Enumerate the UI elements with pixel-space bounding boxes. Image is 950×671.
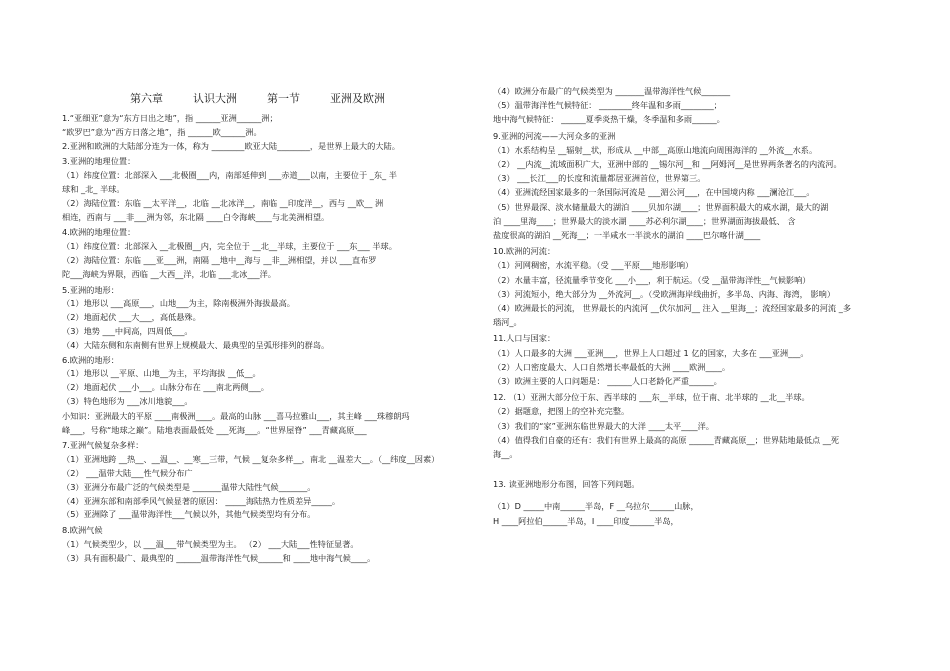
worksheet-line: “欧罗巴”意为“西方日落之地”，指 ______欧______洲。: [62, 126, 262, 137]
worksheet-line: （5）世界最深、淡水储量最大的湖泊 ____贝加尔湖____；世界面积最大的咸水湖，最大的湖: [493, 201, 829, 212]
worksheet-line: （2）海陆位置：东临 ___亚___洲，南隔 __地中__海与 __非__洲相望，并以 ___直布罗: [62, 255, 377, 265]
worksheet-line: （4）欧洲最长的河流， 世界最长的内流河 __伏尔加河__ 注入 __里海__；流经国家最多的河流 _多: [493, 303, 852, 313]
page-title: 第六章 认识大洲 第一节 亚洲及欧洲: [130, 92, 385, 105]
worksheet-line: （2） ___温带大陆___性气候分布广: [62, 468, 193, 478]
worksheet-line: 3.亚洲的地理位置：: [62, 156, 136, 167]
worksheet-line: （3） ___长江___的长度和流量都居亚洲首位，世界第三。: [493, 173, 706, 184]
worksheet-line: （3）地势 ___中间高，四周低___。: [62, 326, 193, 336]
worksheet-line: （1）纬度位置：北部深入 __北极圈__内，完全位于 __北__半球，主要位于 ___东___ 半球。: [62, 241, 397, 252]
worksheet-line: （1）河网稠密，水流平稳。（受 ___平原___地形影响）: [493, 260, 694, 271]
worksheet-line: （4）值得我们自豪的还有：我们有世界上最高的高原 ______青藏高原__；世界陆地最低点 __死: [493, 434, 840, 445]
worksheet-line: 8.欧洲气候: [62, 525, 103, 536]
worksheet-line: （1）纬度位置：北部深入 ___北极圈___内，南部延伸到 ___赤道___以南，主要位于 _东_ 半: [62, 170, 397, 181]
worksheet-line: （1）亚洲地跨 __热__、__温__、__寒__三带，气候 __复杂多样__，南北 __温差大__。（__纬度__因素）: [62, 454, 440, 465]
worksheet-line: 6.欧洲的地形：: [62, 354, 119, 365]
worksheet-line: （2）据题意，把图上的空补充完整。: [493, 406, 630, 417]
worksheet-line: 小知识：亚洲最大的平原 ____南极洲____。最高的山脉 ___喜马拉雅山___，其主峰 ___珠穆朗玛: [62, 410, 410, 421]
worksheet-line: （1）D _____中南______半岛，F __乌拉尔______山脉，: [493, 501, 699, 512]
worksheet-line: 陀___海峡为界限，西临 __大西__洋，北临 ___北冰___洋。: [62, 268, 276, 279]
worksheet-line: （4）亚洲流经国家最多的一条国际河流是 ___湄公河___，在中国境内称 ___澜沧江___。: [493, 187, 815, 198]
worksheet-line: （3）特色地形为 ___冰川地貌___。: [62, 396, 193, 406]
worksheet-line: （2）地面起伏 ___小___。山脉分布在 ___南北两侧___。: [62, 382, 269, 393]
worksheet-line: （1）人口最多的大洲 ___亚洲___，世界上人口超过 1 亿的国家，大多在 ___亚洲___。: [493, 347, 809, 358]
worksheet-line: 13. 读亚洲地形分布图，回答下列问题。: [493, 479, 640, 490]
worksheet-line: （1）地形以 ___高原___，山地___为主，除南极洲外海拔最高。: [62, 298, 295, 309]
worksheet-line: （2）人口密度最大、人口自然增长率最低的大洲 ____欧洲____。: [493, 361, 731, 372]
worksheet-line: 1.“亚细亚”意为“东方日出之地”，指 ______亚洲______洲；: [62, 113, 278, 123]
worksheet-line: （3）我们的“家”亚洲东临世界最大的大洋 ____太平____洋。: [493, 420, 714, 431]
worksheet-line: 10.欧洲的河流：: [493, 246, 556, 257]
worksheet-line: 7.亚洲气候复杂多样：: [62, 440, 144, 451]
worksheet-line: （1）地形以 __平原、山地__为主，平均海拔 __低__。: [62, 368, 261, 379]
worksheet-line: （3）亚洲分布最广泛的气候类型是 _______温带大陆性气候_______。: [62, 481, 316, 492]
worksheet-line: 球和 _北_ 半球。: [62, 184, 125, 194]
worksheet-line: 瑙河_。: [493, 317, 522, 328]
worksheet-line: 盐度很高的湖泊 __死海__；一半咸水一半淡水的湖泊 ____巴尔喀什湖____: [493, 230, 761, 240]
worksheet-line: 海__。: [493, 449, 518, 459]
worksheet-line: （5）亚洲除了 ___温带海洋性___气候以外，其他气候类型均有分布。: [62, 509, 316, 520]
worksheet-line: 泊 ____里海____；世界最大的淡水湖 ____苏必利尔湖____；世界湖面海拔最低、 含: [493, 215, 796, 226]
worksheet-line: 9.亚洲的河流——大河众多的亚洲: [493, 130, 616, 141]
worksheet-line: （4）亚洲东部和南部季风气候显著的原因： _____海陆热力性质差异_____。: [62, 495, 341, 506]
worksheet-line: （1）水系结构呈 __辐射__状，形成从 __中部__高原山地流向周围海洋的 __外流__水系。: [493, 144, 818, 155]
worksheet-line: （2）水量丰富，径流量季节变化 ___小___，利于航运。（受 __温带海洋性__气候影响）: [493, 274, 811, 285]
worksheet-line: （1）气候类型少，以 ___温___带气候类型为主。 （2） ___大陆___性特征显著。: [62, 539, 359, 549]
worksheet-line: 峰___，号称“地球之巅”。陆地表面最低处 ___死海___。“世界屋脊” ___青藏高原___: [62, 424, 367, 435]
worksheet-line: 12. （1）亚洲大部分位于东、西半球的 ___东__半球，位于南、北半球的 __北__半球。: [493, 392, 810, 403]
worksheet-line: 5.亚洲的地形：: [62, 284, 119, 295]
worksheet-line: 相连，西南与 ___非___洲为邻，东北隔 ____白令海峡____与北美洲相望。: [62, 211, 330, 222]
worksheet-line: （5）温带海洋性气候特征： ________终年温和多雨________；: [493, 100, 722, 111]
worksheet-line: （4）欧洲分布最广的气候类型为 _______温带海洋性气候_______: [493, 86, 731, 96]
worksheet-line: （2）地面起伏 ___大___，高低悬殊。: [62, 312, 201, 323]
worksheet-line: （3）河流短小，绝大部分为 __外流河__。（受欧洲海岸线曲折，多半岛、内海、海湾， 影响）: [493, 288, 836, 299]
worksheet-line: （2） __内流__流域面积广大，亚洲中部的 __锡尔河__和 __阿姆河__是世界两条著名的内流河。: [493, 159, 842, 169]
worksheet-line: （3）欧洲主要的人口问题是： ______人口老龄化严重______。: [493, 376, 722, 386]
worksheet-line: （4）大陆东侧和东南侧有世界上规模最大、最典型的呈弧形排列的群岛。: [62, 339, 330, 350]
worksheet-line: 地中海气候特征： ______夏季炎热干燥，冬季温和多雨______。: [493, 114, 725, 125]
worksheet-line: 4.欧洲的地理位置：: [62, 227, 136, 238]
worksheet-line: （2）海陆位置：东临 __太平洋__，北临 __北冰洋__，南临 __印度洋__，西与 __欧__ 洲: [62, 197, 384, 208]
worksheet-line: （3）具有面积最广、最典型的 ______温带海洋性气候______和 ____地中海气候____。: [62, 552, 376, 563]
worksheet-line: H ____阿拉伯______半岛，I ____印度______半岛，: [493, 515, 679, 526]
worksheet-line: 11.人口与国家：: [493, 333, 556, 344]
worksheet-line: 2.亚洲和欧洲的大陆部分连为一体，称为 ________欧亚大陆________，是世界上最大的大陆。: [62, 140, 400, 151]
